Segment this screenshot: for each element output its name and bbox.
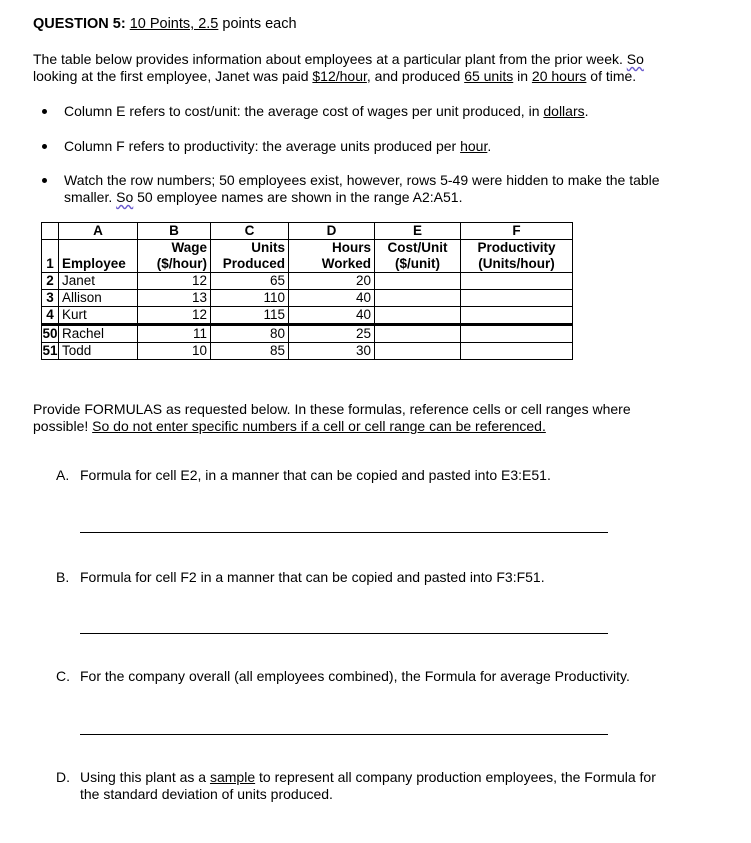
bullet-text: Watch the row numbers; 50 employees exist, however, rows 5-49 were hidden to make the table <box>64 172 660 188</box>
employee-name: Allison <box>59 290 138 307</box>
row-number: 3 <box>42 290 59 307</box>
table-row <box>42 273 573 290</box>
employee-name: Todd <box>59 343 138 360</box>
bullet-text: Column E refers to cost/unit: the average cost of wages per unit produced, in <box>64 103 540 119</box>
intro-wage: $12/hour <box>312 68 367 84</box>
question-text: Formula for cell F2 in a manner that can be copied and pasted into F3:F51. <box>80 569 545 585</box>
header-row <box>42 240 573 273</box>
bullet-underline: hour <box>460 138 488 154</box>
bullet-column-f <box>64 138 491 155</box>
question-letter: A. <box>56 467 70 483</box>
header-employee: Employee <box>59 240 138 273</box>
header-hours <box>289 240 375 273</box>
employee-name: Rachel <box>59 325 138 343</box>
employee-table <box>41 222 573 360</box>
row-number: 1 <box>42 240 59 273</box>
question-d-line-2 <box>56 786 333 803</box>
bullet-so: So <box>116 189 134 205</box>
wage-cell: 12 <box>138 307 211 325</box>
bullet-text: Column F refers to productivity: the average units produced per <box>64 138 457 154</box>
question-letter: B. <box>56 569 70 585</box>
hours-cell: 30 <box>289 343 375 360</box>
question-underlined: sample <box>209 769 256 785</box>
question-text: For the company overall (all employees combined), the Formula for average Productivity. <box>80 668 630 684</box>
wage-cell: 12 <box>138 273 211 290</box>
header-wage-l2: ($/hour) <box>156 256 207 271</box>
header-wage <box>138 240 211 273</box>
answer-line-c[interactable] <box>80 734 608 735</box>
question-text: to represent all company production employees, the Formula for <box>259 769 656 785</box>
question-letter: D. <box>56 769 70 785</box>
header-cost-l1: Cost/Unit <box>387 240 448 255</box>
hours-cell: 40 <box>289 290 375 307</box>
bullet-text: smaller. <box>64 189 113 205</box>
wage-cell: 10 <box>138 343 211 360</box>
units-cell: 110 <box>211 290 289 307</box>
col-letter-d: D <box>289 223 375 240</box>
intro-text-5: of time. <box>590 68 637 84</box>
wage-cell: 11 <box>138 325 211 343</box>
cost-unit-cell <box>375 290 461 307</box>
cost-unit-cell <box>375 343 461 360</box>
header-units-l2: Produced <box>222 256 285 271</box>
header-productivity <box>461 240 573 273</box>
intro-line-2 <box>33 68 636 85</box>
question-text: Formula for cell E2, in a manner that can be copied and pasted into E3:E51. <box>80 467 551 483</box>
bullet-dot-icon <box>42 109 47 114</box>
intro-text-2: looking at the first employee, Janet was paid <box>33 68 309 84</box>
productivity-cell <box>461 290 573 307</box>
answer-line-b[interactable] <box>80 633 608 634</box>
instructions-text: possible! <box>33 418 89 434</box>
points-value: 10 Points, 2.5 <box>129 16 219 32</box>
cost-unit-cell <box>375 325 461 343</box>
employee-name: Kurt <box>59 307 138 325</box>
intro-text-3: , and produced <box>366 68 461 84</box>
col-letter-f: F <box>461 223 573 240</box>
productivity-cell <box>461 273 573 290</box>
header-cost-unit <box>375 240 461 273</box>
bullet-row-numbers <box>64 172 660 189</box>
row-number: 2 <box>42 273 59 290</box>
bullet-period: . <box>487 138 492 154</box>
column-letter-row <box>42 223 573 240</box>
instructions-underlined: So do not enter specific numbers if a cell or cell range can be referenced. <box>92 418 546 434</box>
instructions-line-2 <box>33 418 546 435</box>
question-a <box>56 467 551 484</box>
bullet-text: 50 employee names are shown in the range A2:A51. <box>137 189 463 205</box>
row-number: 50 <box>42 326 58 341</box>
col-letter-a: A <box>59 223 138 240</box>
productivity-cell <box>461 307 573 325</box>
employee-name: Janet <box>59 273 138 290</box>
question-heading <box>33 16 297 32</box>
table-row <box>42 307 573 325</box>
row-number: 4 <box>42 307 59 325</box>
header-units <box>211 240 289 273</box>
row-number: 51 <box>42 343 58 358</box>
question-text: Using this plant as a <box>80 769 207 785</box>
bullet-period: . <box>584 103 589 119</box>
question-b <box>56 569 545 586</box>
hours-cell: 25 <box>289 325 375 343</box>
units-cell: 115 <box>211 307 289 325</box>
table-row <box>42 290 573 307</box>
wage-cell: 13 <box>138 290 211 307</box>
header-cost-l2: ($/unit) <box>395 256 440 271</box>
productivity-cell <box>461 325 573 343</box>
units-cell: 65 <box>211 273 289 290</box>
bullet-underline: dollars <box>543 103 585 119</box>
table-row <box>42 325 573 343</box>
cost-unit-cell <box>375 307 461 325</box>
hours-cell: 40 <box>289 307 375 325</box>
bullet-dot-icon <box>42 144 47 149</box>
units-cell: 85 <box>211 343 289 360</box>
header-units-l1: Units <box>251 240 285 255</box>
intro-text-4: in <box>517 68 529 84</box>
header-hours-l2: Worked <box>321 256 371 271</box>
bullet-row-numbers-line-2 <box>64 189 462 206</box>
answer-line-a[interactable] <box>80 532 608 533</box>
header-hours-l1: Hours <box>331 240 371 255</box>
col-letter-c: C <box>211 223 289 240</box>
points-suffix: points each <box>222 16 297 32</box>
intro-text: The table below provides information about employees at a particular plant from the prior week. <box>33 51 623 67</box>
question-d <box>56 769 656 786</box>
intro-units: 65 units <box>464 68 514 84</box>
bullet-column-e <box>64 103 589 120</box>
table-row <box>42 343 573 360</box>
corner-cell <box>42 223 59 240</box>
question-text: the standard deviation of units produced. <box>80 786 333 802</box>
header-prod-l1: Productivity <box>477 240 556 255</box>
cost-unit-cell <box>375 273 461 290</box>
bullet-dot-icon <box>42 178 47 183</box>
instructions-line-1: Provide FORMULAS as requested below. In these formulas, reference cells or cell ranges where <box>33 401 631 417</box>
productivity-cell <box>461 343 573 360</box>
header-wage-l1: Wage <box>171 240 207 255</box>
units-cell: 80 <box>211 325 289 343</box>
intro-line-1 <box>33 51 644 68</box>
intro-hours: 20 hours <box>531 68 587 84</box>
col-letter-b: B <box>138 223 211 240</box>
question-letter: C. <box>56 668 70 684</box>
intro-so: So <box>626 51 644 67</box>
hours-cell: 20 <box>289 273 375 290</box>
col-letter-e: E <box>375 223 461 240</box>
question-c <box>56 668 630 685</box>
header-prod-l2: (Units/hour) <box>478 256 555 271</box>
question-label: QUESTION 5: <box>33 16 126 32</box>
